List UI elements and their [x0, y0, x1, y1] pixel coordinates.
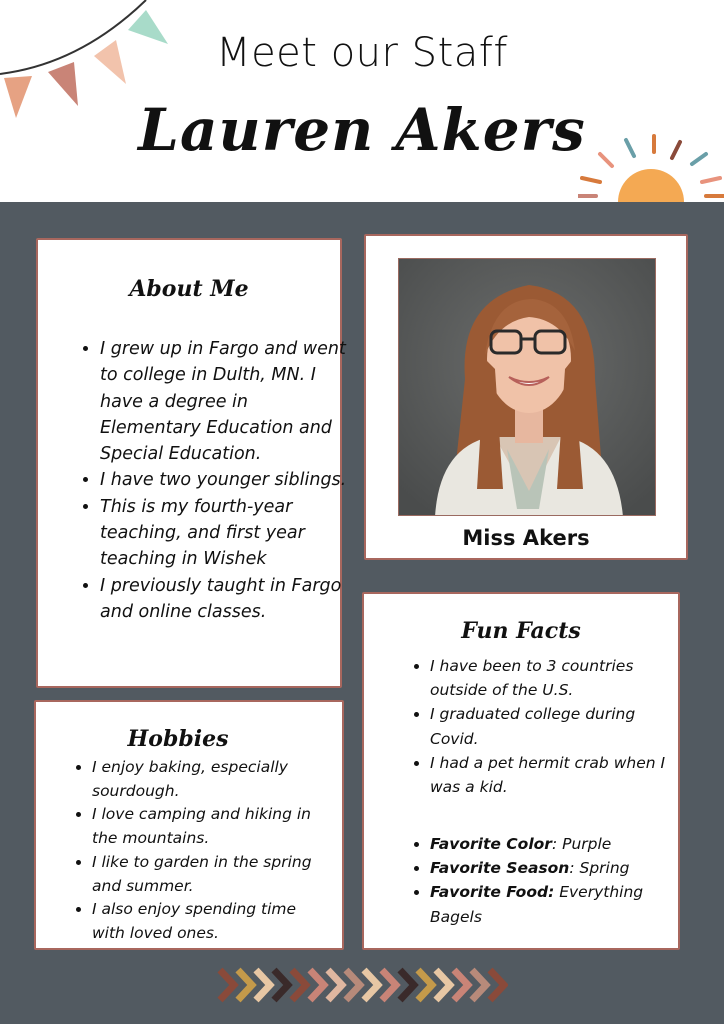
- favorite-separator: :: [551, 835, 558, 853]
- hobbies-list: [72, 756, 332, 946]
- list-item: • I previously taught in Fargo and online classes.: [100, 573, 348, 626]
- list-item: • I have two younger siblings.: [100, 467, 348, 493]
- list-item: • I graduated college during Covid.: [430, 702, 680, 750]
- favorite-season-item: [430, 856, 680, 880]
- favorite-separator: :: [569, 859, 575, 878]
- page-subtitle: Meet our Staff: [216, 30, 508, 76]
- list-item: • I also enjoy spending time with loved ones.: [92, 898, 332, 945]
- list-item: • I love camping and hiking in the mountains.: [92, 803, 332, 850]
- sun-icon: [578, 132, 724, 202]
- hobbies-card: [34, 700, 344, 950]
- favorite-label: Favorite Food:: [430, 883, 555, 902]
- hobbies-heading: Hobbies: [127, 726, 229, 752]
- list-item: • I like to garden in the spring and summer.: [92, 851, 332, 898]
- about-me-card: [36, 238, 347, 688]
- chevron-arrows-decoration-icon: [216, 966, 508, 1004]
- list-item: • This is my fourth-year teaching, and first year teaching in Wishek: [100, 494, 348, 573]
- photo-card: [364, 234, 688, 560]
- about-me-heading: About Me: [129, 276, 249, 302]
- favorite-value: Purple: [557, 835, 612, 853]
- favorites-list: [410, 832, 680, 929]
- favorite-value: Spring: [574, 859, 630, 878]
- favorite-label: Favorite Color: [430, 835, 552, 853]
- fun-facts-card: [362, 592, 680, 950]
- page-header: [0, 0, 724, 202]
- fun-facts-heading: Fun Facts: [461, 618, 581, 644]
- list-item: • I had a pet hermit crab when I was a kid.: [430, 751, 680, 799]
- about-me-list: [80, 336, 348, 625]
- favorite-color-item: [430, 832, 680, 856]
- list-item: • I grew up in Fargo and went to college in Dulth, MN. I have a degree in Elementary Education and Special Education.: [100, 336, 348, 467]
- list-item: • I have been to 3 countries outside of the U.S.: [430, 654, 680, 702]
- photo-caption: Miss Akers: [462, 526, 590, 550]
- favorite-food-item: [430, 880, 680, 928]
- favorite-value: Everything Bagels: [430, 883, 644, 926]
- teacher-portrait: [398, 258, 656, 516]
- favorite-label: Favorite Season: [430, 859, 570, 878]
- page-title: Lauren Akers: [138, 96, 586, 164]
- list-item: • I enjoy baking, especially sourdough.: [92, 756, 332, 803]
- portrait-person-icon: [399, 259, 656, 516]
- fun-facts-list: [410, 654, 680, 799]
